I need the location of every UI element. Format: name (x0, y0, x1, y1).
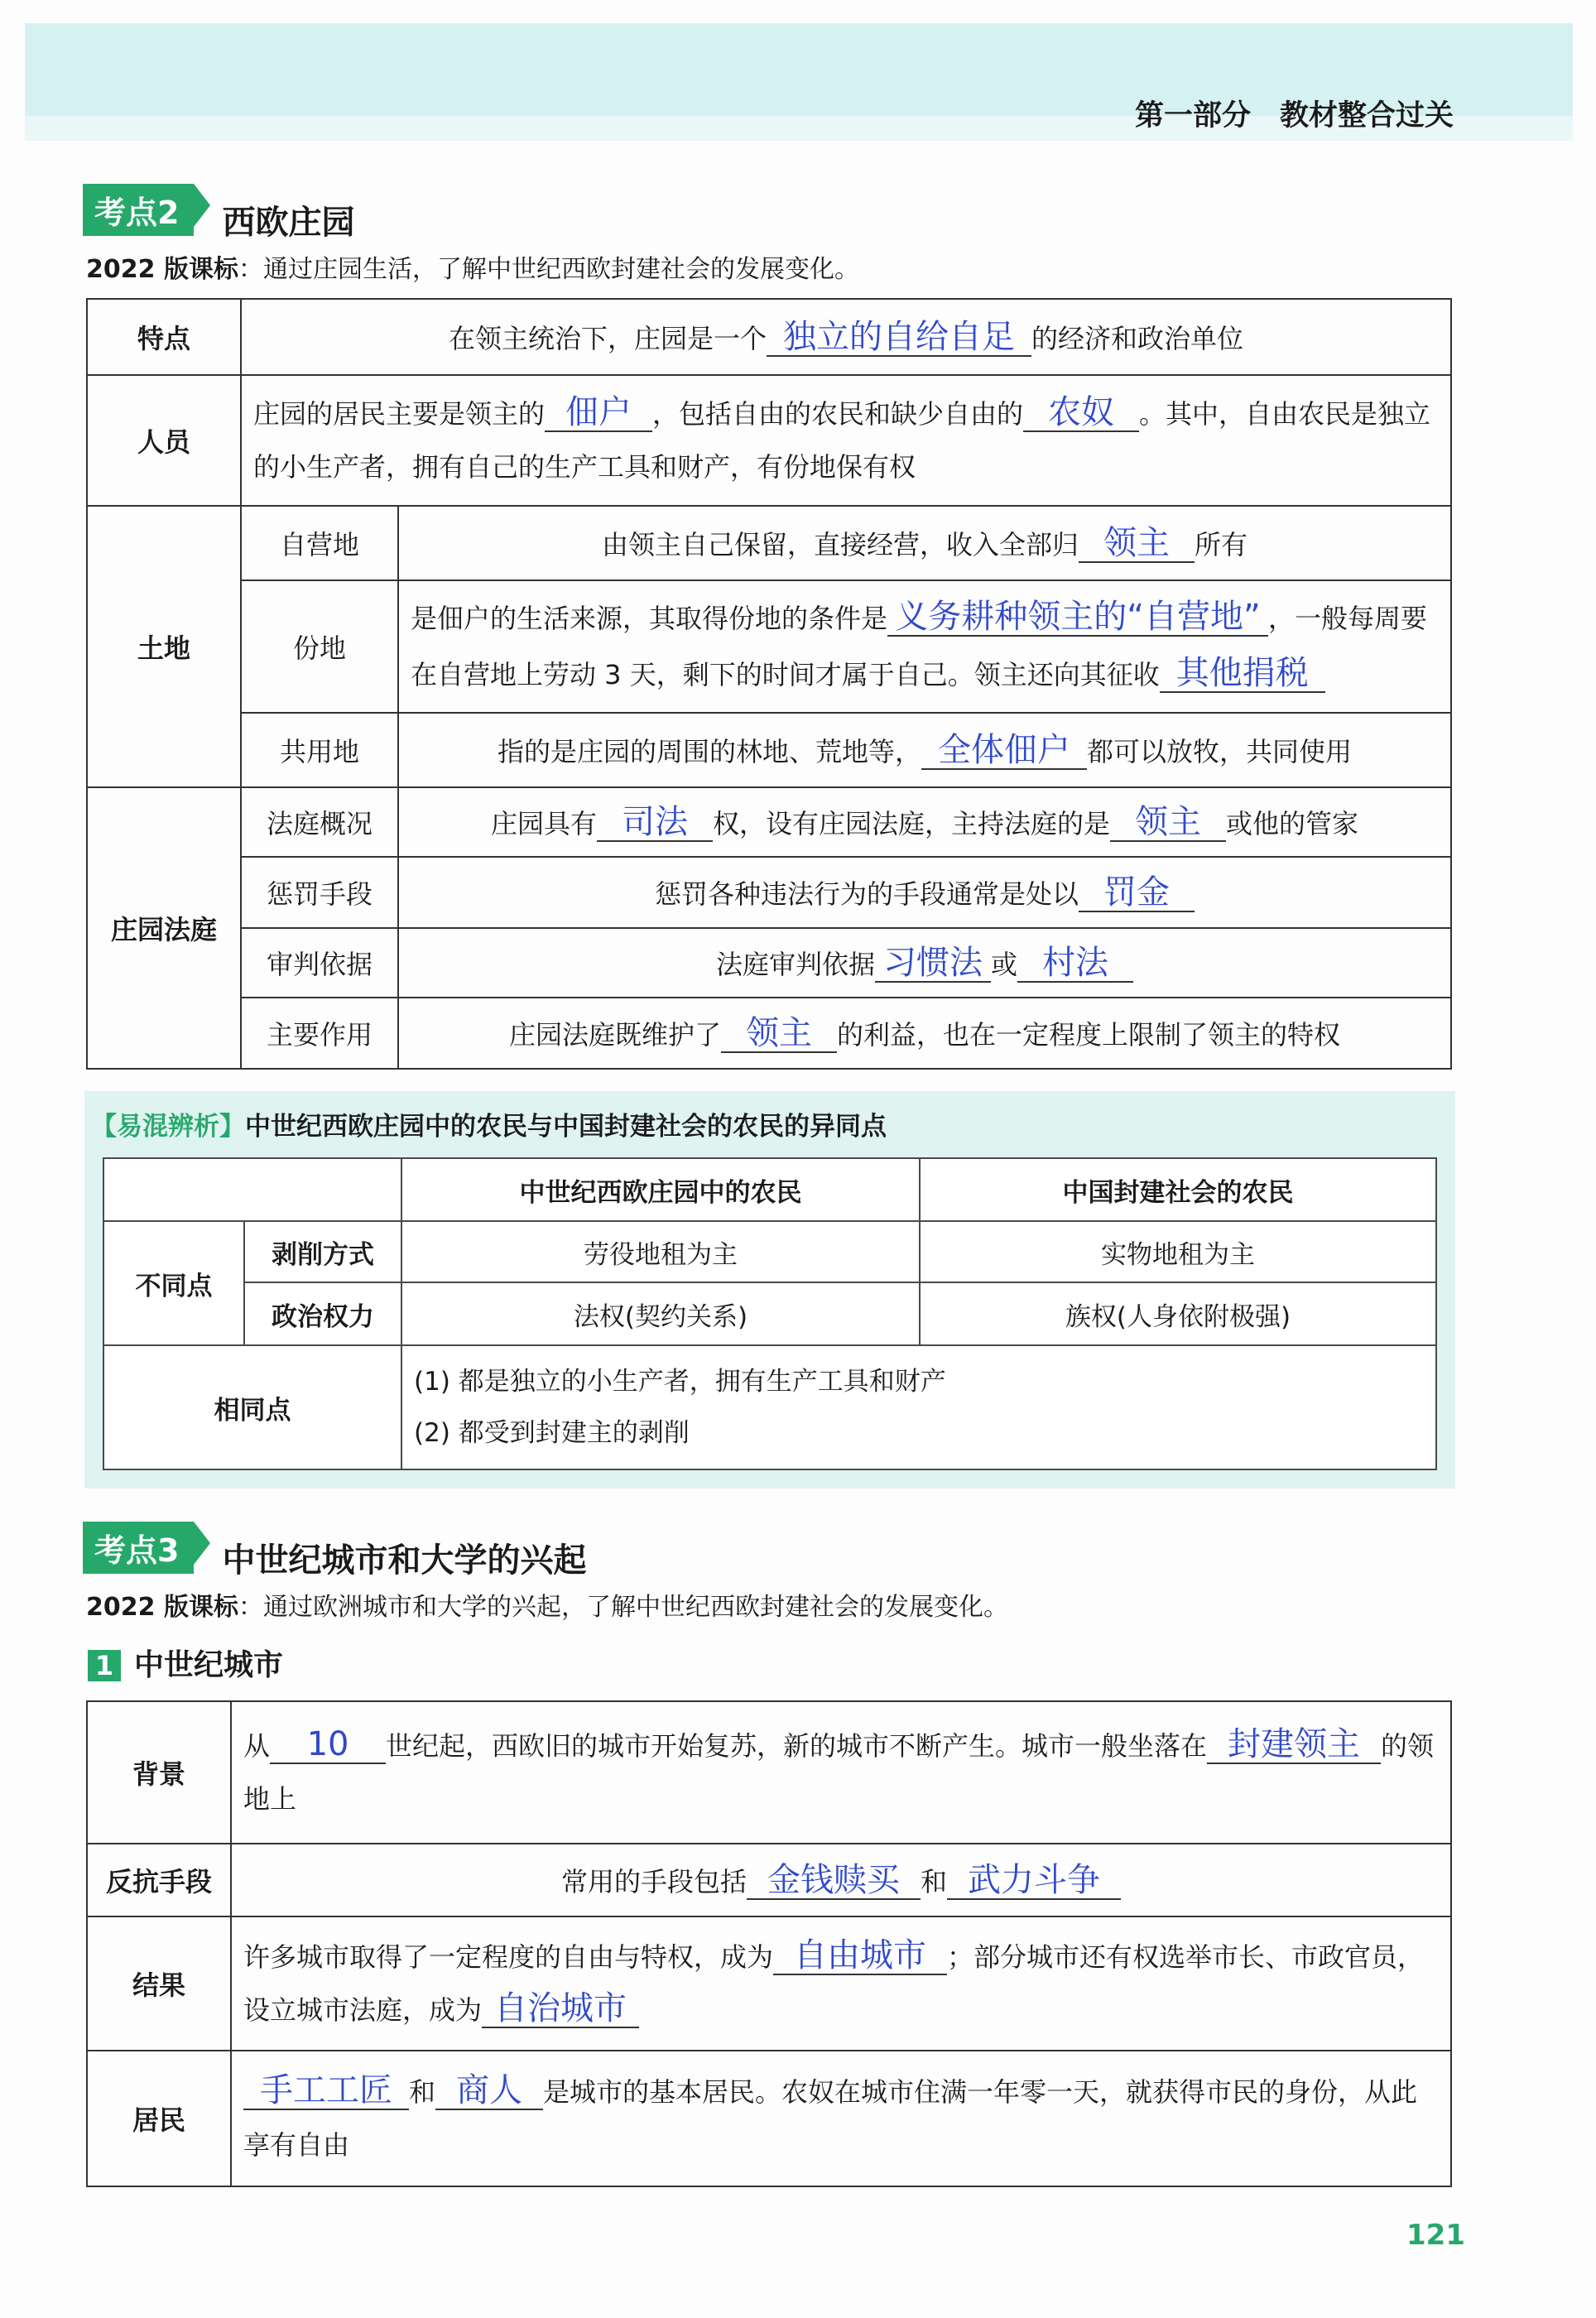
answer-blank: 领主 (721, 1015, 837, 1053)
row-label-fankang: 反抗手段 (87, 1844, 231, 1916)
section3-standard: 2022 版课标：通过欧洲城市和大学的兴起，了解中世纪西欧封建社会的发展变化。 (86, 1593, 1008, 1622)
compare-row-label: 剥削方式 (244, 1221, 401, 1282)
standard-label: 2022 版课标 (86, 255, 238, 284)
compare-diff-label: 不同点 (103, 1221, 244, 1345)
answer-blank: 村法 (1017, 945, 1133, 983)
answer-blank: 武力斗争 (947, 1862, 1121, 1900)
answer-blank: 农奴 (1023, 394, 1139, 432)
header-title: 第一部分 教材整合过关 (1134, 99, 1454, 132)
row-label-tedian: 特点 (87, 299, 241, 375)
row-fendi-content: 是佃户的生活来源，其取得份地的条件是 义务耕种领主的“自营地” ，一般每周要在自营地上劳动 3 天，剩下的时间才属于自己。领主还向其征收 其他捐税 (398, 580, 1451, 713)
subsection-number: 1 (88, 1650, 121, 1681)
compare-col1: 中世纪西欧庄园中的农民 (401, 1158, 920, 1221)
row-yiju-content: 法庭审判依据 习惯法 或 村法 (398, 928, 1451, 998)
compare-cell: 劳役地租为主 (401, 1221, 920, 1282)
answer-blank: 习惯法 (875, 945, 991, 983)
row-jumin-content: 手工工匠 和 商人 是城市的基本居民。农奴在城市住满一年零一天，就获得市民的身份，从此享有自由 (231, 2051, 1451, 2186)
row-tedian-content: 在领主统治下，庄园是一个 独立的自给自足 的经济和政治单位 (241, 299, 1451, 375)
row-ziyingdi-content: 由领主自己保留，直接经营，收入全部归 领主 所有 (398, 506, 1451, 580)
sub-label-chengfa: 惩罚手段 (241, 857, 398, 928)
section3-badge: 考点3 (83, 1522, 194, 1574)
compare-cell: 法权(契约关系) (401, 1282, 920, 1345)
city-table (86, 1700, 1452, 2187)
sub-label-gaikuang: 法庭概况 (241, 787, 398, 857)
compare-title: 【易混辨析】中世纪西欧庄园中的农民与中国封建社会的农民的异同点 (91, 1112, 887, 1142)
section2-standard (86, 248, 859, 285)
sub-label-gongyongdi: 共用地 (241, 713, 398, 787)
answer-blank: 罚金 (1079, 874, 1195, 912)
answer-blank: 义务耕种领主的“自营地” (887, 599, 1268, 637)
row-label-fating: 庄园法庭 (87, 787, 241, 1069)
compare-cell: 族权(人身依附极强) (920, 1282, 1436, 1345)
row-zuoyong-content: 庄园法庭既维护了 领主 的利益，也在一定程度上限制了领主的特权 (398, 998, 1451, 1069)
compare-col2: 中国封建社会的农民 (920, 1158, 1436, 1221)
section3-heading (83, 1522, 586, 1581)
answer-blank: 金钱赎买 (747, 1862, 921, 1900)
row-label-jumin: 居民 (87, 2051, 231, 2186)
subsection-title: 中世纪城市 (134, 1648, 284, 1682)
section2-title: 西欧庄园 (222, 204, 355, 242)
page-number: 121 (1406, 2219, 1465, 2252)
section2-badge: 考点2 (83, 184, 194, 236)
compare-same-label: 相同点 (103, 1345, 401, 1469)
row-label-tudi: 土地 (87, 506, 241, 787)
answer-blank: 手工工匠 (243, 2072, 409, 2110)
answer-blank: 其他捐税 (1160, 655, 1325, 693)
row-gongyongdi-content: 指的是庄园的周围的林地、荒地等， 全体佃户 都可以放牧，共同使用 (398, 713, 1451, 787)
manor-table (86, 298, 1452, 1070)
row-renyuan-content: 庄园的居民主要是领主的 佃户 ，包括自由的农民和缺少自由的 农奴 。其中，自由农民是独立的小生产者，拥有自己的生产工具和财产，有份地保有权 (241, 375, 1451, 506)
answer-blank: 商人 (435, 2072, 543, 2110)
row-label-jieguo: 结果 (87, 1916, 231, 2051)
answer-blank: 领主 (1110, 804, 1226, 842)
answer-blank: 封建领主 (1207, 1726, 1381, 1764)
answer-blank: 10 (270, 1726, 386, 1764)
row-chengfa-content: 惩罚各种违法行为的手段通常是处以 罚金 (398, 857, 1451, 928)
compare-cell: 实物地租为主 (920, 1221, 1436, 1282)
sub-label-yiju: 审判依据 (241, 928, 398, 998)
answer-blank: 独立的自给自足 (767, 319, 1031, 357)
section3-title: 中世纪城市和大学的兴起 (222, 1541, 587, 1580)
answer-blank: 佃户 (545, 394, 652, 432)
answer-blank: 领主 (1079, 525, 1195, 563)
row-fankang-content: 常用的手段包括 金钱赎买 和 武力斗争 (231, 1844, 1451, 1916)
compare-table (103, 1157, 1437, 1470)
compare-row-label: 政治权力 (244, 1282, 401, 1345)
compare-same-content: (1) 都是独立的小生产者，拥有生产工具和财产 (2) 都受到封建主的剥削 (401, 1345, 1436, 1469)
row-jieguo-content: 许多城市取得了一定程度的自由与特权，成为 自由城市 ；部分城市还有权选举市长、市政官员，设立城市法庭，成为 自治城市 (231, 1916, 1451, 2051)
row-gaikuang-content: 庄园具有 司法 权，设有庄园法庭，主持法庭的是 领主 或他的管家 (398, 787, 1451, 857)
sub-label-fendi: 份地 (241, 580, 398, 713)
answer-blank: 自由城市 (773, 1937, 947, 1975)
row-label-beijing: 背景 (87, 1701, 231, 1844)
answer-blank: 司法 (597, 804, 713, 842)
answer-blank: 自治城市 (482, 1990, 639, 2028)
row-beijing-content: 从 10 世纪起，西欧旧的城市开始复苏，新的城市不断产生。城市一般坐落在 封建领主 的领地上 (231, 1701, 1451, 1844)
sub-label-ziyingdi: 自营地 (241, 506, 398, 580)
answer-blank: 全体佃户 (921, 732, 1087, 770)
row-label-renyuan: 人员 (87, 375, 241, 506)
sub-label-zuoyong: 主要作用 (241, 998, 398, 1069)
section2-heading (83, 184, 354, 243)
standard-text: ：通过庄园生活，了解中世纪西欧封建社会的发展变化。 (238, 255, 859, 284)
subsection-heading (88, 1642, 283, 1684)
